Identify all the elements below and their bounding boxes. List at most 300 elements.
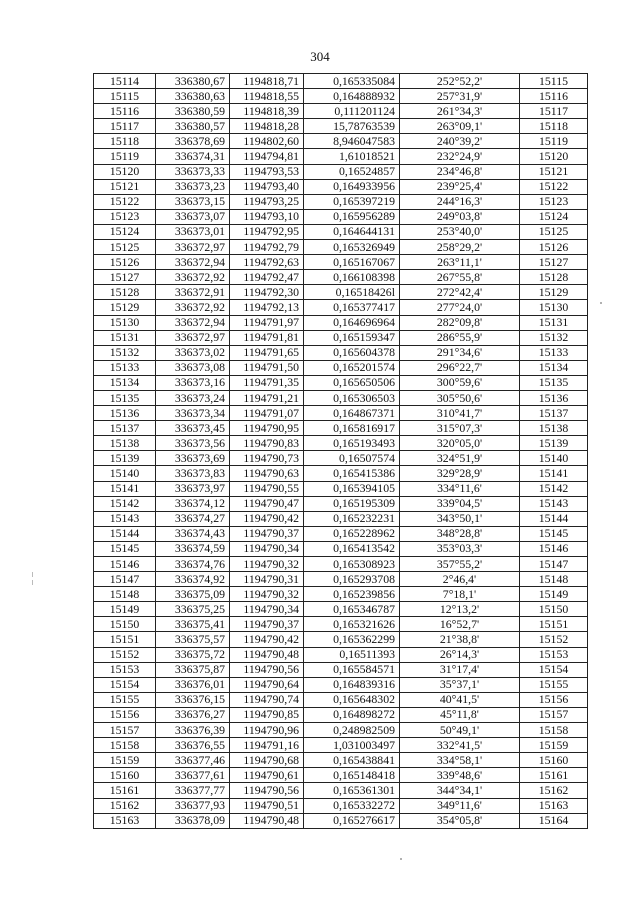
next-point-id-cell: 15137 xyxy=(520,406,588,421)
table-row xyxy=(94,798,588,813)
bearing-cell: 291°34,6' xyxy=(400,345,520,360)
distance-cell: 0,165377417 xyxy=(304,300,400,315)
x-coordinate-cell: 336375,09 xyxy=(156,587,230,602)
table-row xyxy=(94,300,588,315)
bearing-cell: 332°41,5' xyxy=(400,738,520,753)
bearing-cell: 31°17,4' xyxy=(400,662,520,677)
distance-cell: 0,165604378 xyxy=(304,345,400,360)
x-coordinate-cell: 336373,23 xyxy=(156,179,230,194)
x-coordinate-cell: 336376,27 xyxy=(156,707,230,722)
y-coordinate-cell: 1194790,74 xyxy=(230,692,304,707)
y-coordinate-cell: 1194791,97 xyxy=(230,315,304,330)
bearing-cell: 343°50,1' xyxy=(400,511,520,526)
x-coordinate-cell: 336373,34 xyxy=(156,406,230,421)
table-row xyxy=(94,632,588,647)
table-row xyxy=(94,677,588,692)
table-row xyxy=(94,617,588,632)
next-point-id-cell: 15140 xyxy=(520,451,588,466)
x-coordinate-cell: 336373,02 xyxy=(156,345,230,360)
next-point-id-cell: 15161 xyxy=(520,768,588,783)
point-id-cell: 15121 xyxy=(94,179,156,194)
point-id-cell: 15150 xyxy=(94,617,156,632)
x-coordinate-cell: 336372,91 xyxy=(156,285,230,300)
bearing-cell: 12°13,2' xyxy=(400,602,520,617)
y-coordinate-cell: 1194793,10 xyxy=(230,209,304,224)
table-row xyxy=(94,149,588,164)
next-point-id-cell: 15127 xyxy=(520,255,588,270)
next-point-id-cell: 15143 xyxy=(520,496,588,511)
table-row xyxy=(94,255,588,270)
distance-cell: 0,164888932 xyxy=(304,89,400,104)
next-point-id-cell: 15150 xyxy=(520,602,588,617)
distance-cell: 0,164933956 xyxy=(304,179,400,194)
x-coordinate-cell: 336375,87 xyxy=(156,662,230,677)
x-coordinate-cell: 336374,27 xyxy=(156,511,230,526)
point-id-cell: 15158 xyxy=(94,738,156,753)
x-coordinate-cell: 336380,63 xyxy=(156,89,230,104)
x-coordinate-cell: 336373,24 xyxy=(156,390,230,405)
distance-cell: 0,165228962 xyxy=(304,526,400,541)
point-id-cell: 15157 xyxy=(94,723,156,738)
y-coordinate-cell: 1194792,79 xyxy=(230,240,304,255)
y-coordinate-cell: 1194790,42 xyxy=(230,511,304,526)
y-coordinate-cell: 1194790,32 xyxy=(230,557,304,572)
x-coordinate-cell: 336374,76 xyxy=(156,557,230,572)
x-coordinate-cell: 336372,94 xyxy=(156,315,230,330)
next-point-id-cell: 15157 xyxy=(520,707,588,722)
bearing-cell: 277°24,0' xyxy=(400,300,520,315)
point-id-cell: 15115 xyxy=(94,89,156,104)
table-row xyxy=(94,451,588,466)
table-row xyxy=(94,104,588,119)
distance-cell: 0,165346787 xyxy=(304,602,400,617)
table-row xyxy=(94,723,588,738)
next-point-id-cell: 15154 xyxy=(520,662,588,677)
point-id-cell: 15126 xyxy=(94,255,156,270)
table-row xyxy=(94,119,588,134)
table-row xyxy=(94,375,588,390)
next-point-id-cell: 15118 xyxy=(520,119,588,134)
x-coordinate-cell: 336376,15 xyxy=(156,692,230,707)
table-row xyxy=(94,753,588,768)
table-row xyxy=(94,466,588,481)
bearing-cell: 357°55,2' xyxy=(400,557,520,572)
next-point-id-cell: 15136 xyxy=(520,390,588,405)
y-coordinate-cell: 1194790,63 xyxy=(230,466,304,481)
next-point-id-cell: 15125 xyxy=(520,224,588,239)
table-row xyxy=(94,587,588,602)
point-id-cell: 15144 xyxy=(94,526,156,541)
bearing-cell: 258°29,2' xyxy=(400,240,520,255)
y-coordinate-cell: 1194790,55 xyxy=(230,481,304,496)
distance-cell: 0,16524857 xyxy=(304,164,400,179)
table-row xyxy=(94,768,588,783)
point-id-cell: 15142 xyxy=(94,496,156,511)
next-point-id-cell: 15149 xyxy=(520,587,588,602)
next-point-id-cell: 15126 xyxy=(520,240,588,255)
bearing-cell: 315°07,3' xyxy=(400,421,520,436)
table-row xyxy=(94,330,588,345)
y-coordinate-cell: 1194790,48 xyxy=(230,813,304,828)
table-row xyxy=(94,164,588,179)
distance-cell: 0,165816917 xyxy=(304,421,400,436)
point-id-cell: 15122 xyxy=(94,194,156,209)
point-id-cell: 15148 xyxy=(94,587,156,602)
x-coordinate-cell: 336373,16 xyxy=(156,375,230,390)
bearing-cell: 40°41,5' xyxy=(400,692,520,707)
bearing-cell: 282°09,8' xyxy=(400,315,520,330)
distance-cell: 0,165148418 xyxy=(304,768,400,783)
table-row xyxy=(94,270,588,285)
point-id-cell: 15128 xyxy=(94,285,156,300)
x-coordinate-cell: 336372,94 xyxy=(156,255,230,270)
next-point-id-cell: 15162 xyxy=(520,783,588,798)
y-coordinate-cell: 1194790,34 xyxy=(230,541,304,556)
x-coordinate-cell: 336380,59 xyxy=(156,104,230,119)
distance-cell: 0,165159347 xyxy=(304,330,400,345)
point-id-cell: 15133 xyxy=(94,360,156,375)
y-coordinate-cell: 1194794,81 xyxy=(230,149,304,164)
distance-cell: 0,16511393 xyxy=(304,647,400,662)
x-coordinate-cell: 336375,25 xyxy=(156,602,230,617)
table-row xyxy=(94,707,588,722)
next-point-id-cell: 15146 xyxy=(520,541,588,556)
bearing-cell: 354°05,8' xyxy=(400,813,520,828)
distance-cell: 0,164696964 xyxy=(304,315,400,330)
bearing-cell: 334°58,1' xyxy=(400,753,520,768)
distance-cell: 0,165956289 xyxy=(304,209,400,224)
point-id-cell: 15118 xyxy=(94,134,156,149)
point-id-cell: 15154 xyxy=(94,677,156,692)
coordinates-table xyxy=(93,73,588,829)
bearing-cell: 2°46,4' xyxy=(400,572,520,587)
next-point-id-cell: 15120 xyxy=(520,149,588,164)
y-coordinate-cell: 1194790,95 xyxy=(230,421,304,436)
point-id-cell: 15130 xyxy=(94,315,156,330)
next-point-id-cell: 15124 xyxy=(520,209,588,224)
table-row xyxy=(94,209,588,224)
coordinates-table-body xyxy=(94,74,588,829)
x-coordinate-cell: 336373,08 xyxy=(156,360,230,375)
y-coordinate-cell: 1194791,21 xyxy=(230,390,304,405)
x-coordinate-cell: 336372,92 xyxy=(156,270,230,285)
distance-cell: 0,166108398 xyxy=(304,270,400,285)
x-coordinate-cell: 336376,01 xyxy=(156,677,230,692)
point-id-cell: 15129 xyxy=(94,300,156,315)
x-coordinate-cell: 336375,41 xyxy=(156,617,230,632)
point-id-cell: 15124 xyxy=(94,224,156,239)
x-coordinate-cell: 336374,92 xyxy=(156,572,230,587)
next-point-id-cell: 15153 xyxy=(520,647,588,662)
x-coordinate-cell: 336377,46 xyxy=(156,753,230,768)
next-point-id-cell: 15138 xyxy=(520,421,588,436)
y-coordinate-cell: 1194790,73 xyxy=(230,451,304,466)
point-id-cell: 15162 xyxy=(94,798,156,813)
x-coordinate-cell: 336373,15 xyxy=(156,194,230,209)
distance-cell: 0,165293708 xyxy=(304,572,400,587)
table-row xyxy=(94,436,588,451)
point-id-cell: 15131 xyxy=(94,330,156,345)
bearing-cell: 272°42,4' xyxy=(400,285,520,300)
x-coordinate-cell: 336373,07 xyxy=(156,209,230,224)
x-coordinate-cell: 336377,93 xyxy=(156,798,230,813)
bearing-cell: 257°31,9' xyxy=(400,89,520,104)
bearing-cell: 35°37,1' xyxy=(400,677,520,692)
distance-cell: 0,165648302 xyxy=(304,692,400,707)
bearing-cell: 339°04,5' xyxy=(400,496,520,511)
point-id-cell: 15145 xyxy=(94,541,156,556)
point-id-cell: 15127 xyxy=(94,270,156,285)
point-id-cell: 15136 xyxy=(94,406,156,421)
next-point-id-cell: 15128 xyxy=(520,270,588,285)
next-point-id-cell: 15135 xyxy=(520,375,588,390)
distance-cell: 0,165167067 xyxy=(304,255,400,270)
bearing-cell: 353°03,3' xyxy=(400,541,520,556)
distance-cell: 0,165415386 xyxy=(304,466,400,481)
bearing-cell: 26°14,3' xyxy=(400,647,520,662)
table-row xyxy=(94,240,588,255)
point-id-cell: 15152 xyxy=(94,647,156,662)
y-coordinate-cell: 1194802,60 xyxy=(230,134,304,149)
table-row xyxy=(94,179,588,194)
bearing-cell: 239°25,4' xyxy=(400,179,520,194)
y-coordinate-cell: 1194791,50 xyxy=(230,360,304,375)
next-point-id-cell: 15145 xyxy=(520,526,588,541)
bearing-cell: 296°22,7' xyxy=(400,360,520,375)
table-row xyxy=(94,496,588,511)
next-point-id-cell: 15159 xyxy=(520,738,588,753)
table-row xyxy=(94,541,588,556)
x-coordinate-cell: 336375,57 xyxy=(156,632,230,647)
bearing-cell: 286°55,9' xyxy=(400,330,520,345)
x-coordinate-cell: 336380,67 xyxy=(156,74,230,89)
distance-cell: 0,165362299 xyxy=(304,632,400,647)
point-id-cell: 15114 xyxy=(94,74,156,89)
bearing-cell: 300°59,6' xyxy=(400,375,520,390)
distance-cell: 0,165332272 xyxy=(304,798,400,813)
bearing-cell: 232°24,9' xyxy=(400,149,520,164)
bearing-cell: 263°11,1' xyxy=(400,255,520,270)
x-coordinate-cell: 336373,97 xyxy=(156,481,230,496)
next-point-id-cell: 15155 xyxy=(520,677,588,692)
next-point-id-cell: 15119 xyxy=(520,134,588,149)
table-row xyxy=(94,662,588,677)
table-row xyxy=(94,74,588,89)
bearing-cell: 344°34,1' xyxy=(400,783,520,798)
distance-cell: 0,165397219 xyxy=(304,194,400,209)
y-coordinate-cell: 1194790,37 xyxy=(230,617,304,632)
y-coordinate-cell: 1194791,07 xyxy=(230,406,304,421)
next-point-id-cell: 15116 xyxy=(520,89,588,104)
table-row xyxy=(94,647,588,662)
y-coordinate-cell: 1194791,65 xyxy=(230,345,304,360)
x-coordinate-cell: 336372,97 xyxy=(156,240,230,255)
scan-speck xyxy=(400,858,402,860)
y-coordinate-cell: 1194790,32 xyxy=(230,587,304,602)
point-id-cell: 15135 xyxy=(94,390,156,405)
point-id-cell: 15149 xyxy=(94,602,156,617)
table-row xyxy=(94,421,588,436)
bearing-cell: 348°28,8' xyxy=(400,526,520,541)
table-row xyxy=(94,134,588,149)
next-point-id-cell: 15148 xyxy=(520,572,588,587)
point-id-cell: 15159 xyxy=(94,753,156,768)
point-id-cell: 15151 xyxy=(94,632,156,647)
point-id-cell: 15139 xyxy=(94,451,156,466)
next-point-id-cell: 15122 xyxy=(520,179,588,194)
y-coordinate-cell: 1194792,13 xyxy=(230,300,304,315)
next-point-id-cell: 15123 xyxy=(520,194,588,209)
distance-cell: 0,165201574 xyxy=(304,360,400,375)
distance-cell: 0,165321626 xyxy=(304,617,400,632)
y-coordinate-cell: 1194791,16 xyxy=(230,738,304,753)
y-coordinate-cell: 1194790,51 xyxy=(230,798,304,813)
x-coordinate-cell: 336378,69 xyxy=(156,134,230,149)
next-point-id-cell: 15160 xyxy=(520,753,588,768)
table-row xyxy=(94,285,588,300)
bearing-cell: 21°38,8' xyxy=(400,632,520,647)
bearing-cell: 324°51,9' xyxy=(400,451,520,466)
y-coordinate-cell: 1194793,40 xyxy=(230,179,304,194)
point-id-cell: 15161 xyxy=(94,783,156,798)
point-id-cell: 15116 xyxy=(94,104,156,119)
x-coordinate-cell: 336372,92 xyxy=(156,300,230,315)
y-coordinate-cell: 1194818,71 xyxy=(230,74,304,89)
x-coordinate-cell: 336373,83 xyxy=(156,466,230,481)
table-row xyxy=(94,360,588,375)
x-coordinate-cell: 336374,43 xyxy=(156,526,230,541)
point-id-cell: 15123 xyxy=(94,209,156,224)
distance-cell: 0,164644131 xyxy=(304,224,400,239)
y-coordinate-cell: 1194790,48 xyxy=(230,647,304,662)
distance-cell: 0,164867371 xyxy=(304,406,400,421)
distance-cell: 15,78763539 xyxy=(304,119,400,134)
distance-cell: 0,164898272 xyxy=(304,707,400,722)
table-row xyxy=(94,738,588,753)
x-coordinate-cell: 336380,57 xyxy=(156,119,230,134)
x-coordinate-cell: 336373,33 xyxy=(156,164,230,179)
bearing-cell: 45°11,8' xyxy=(400,707,520,722)
point-id-cell: 15132 xyxy=(94,345,156,360)
next-point-id-cell: 15144 xyxy=(520,511,588,526)
y-coordinate-cell: 1194791,35 xyxy=(230,375,304,390)
y-coordinate-cell: 1194790,96 xyxy=(230,723,304,738)
distance-cell: 0,165650506 xyxy=(304,375,400,390)
table-row xyxy=(94,390,588,405)
y-coordinate-cell: 1194792,95 xyxy=(230,224,304,239)
scan-margin-mark xyxy=(32,580,33,585)
distance-cell: 0,165195309 xyxy=(304,496,400,511)
y-coordinate-cell: 1194818,28 xyxy=(230,119,304,134)
y-coordinate-cell: 1194792,63 xyxy=(230,255,304,270)
distance-cell: 0,165308923 xyxy=(304,557,400,572)
point-id-cell: 15119 xyxy=(94,149,156,164)
bearing-cell: 50°49,1' xyxy=(400,723,520,738)
y-coordinate-cell: 1194790,83 xyxy=(230,436,304,451)
point-id-cell: 15155 xyxy=(94,692,156,707)
x-coordinate-cell: 336372,97 xyxy=(156,330,230,345)
table-row xyxy=(94,89,588,104)
point-id-cell: 15153 xyxy=(94,662,156,677)
point-id-cell: 15138 xyxy=(94,436,156,451)
x-coordinate-cell: 336377,61 xyxy=(156,768,230,783)
point-id-cell: 15120 xyxy=(94,164,156,179)
next-point-id-cell: 15132 xyxy=(520,330,588,345)
next-point-id-cell: 15129 xyxy=(520,285,588,300)
bearing-cell: 234°46,8' xyxy=(400,164,520,179)
next-point-id-cell: 15134 xyxy=(520,360,588,375)
distance-cell: 8,946047583 xyxy=(304,134,400,149)
distance-cell: 0,111201124 xyxy=(304,104,400,119)
distance-cell: 0,165239856 xyxy=(304,587,400,602)
distance-cell: 0,165335084 xyxy=(304,74,400,89)
point-id-cell: 15141 xyxy=(94,481,156,496)
table-row xyxy=(94,224,588,239)
distance-cell: 0,165438841 xyxy=(304,753,400,768)
y-coordinate-cell: 1194790,31 xyxy=(230,572,304,587)
point-id-cell: 15143 xyxy=(94,511,156,526)
distance-cell: 0,248982509 xyxy=(304,723,400,738)
bearing-cell: 310°41,7' xyxy=(400,406,520,421)
y-coordinate-cell: 1194790,68 xyxy=(230,753,304,768)
y-coordinate-cell: 1194791,81 xyxy=(230,330,304,345)
table-row xyxy=(94,345,588,360)
table-row xyxy=(94,813,588,828)
bearing-cell: 253°40,0' xyxy=(400,224,520,239)
bearing-cell: 263°09,1' xyxy=(400,119,520,134)
next-point-id-cell: 15133 xyxy=(520,345,588,360)
x-coordinate-cell: 336374,31 xyxy=(156,149,230,164)
table-row xyxy=(94,194,588,209)
table-row xyxy=(94,783,588,798)
bearing-cell: 240°39,2' xyxy=(400,134,520,149)
bearing-cell: 261°34,3' xyxy=(400,104,520,119)
table-row xyxy=(94,406,588,421)
point-id-cell: 15140 xyxy=(94,466,156,481)
next-point-id-cell: 15147 xyxy=(520,557,588,572)
y-coordinate-cell: 1194790,42 xyxy=(230,632,304,647)
next-point-id-cell: 15117 xyxy=(520,104,588,119)
y-coordinate-cell: 1194792,47 xyxy=(230,270,304,285)
point-id-cell: 15163 xyxy=(94,813,156,828)
x-coordinate-cell: 336373,45 xyxy=(156,421,230,436)
bearing-cell: 320°05,0' xyxy=(400,436,520,451)
next-point-id-cell: 15115 xyxy=(520,74,588,89)
scan-speck xyxy=(600,302,602,304)
distance-cell: 0,165413542 xyxy=(304,541,400,556)
distance-cell: 0,165326949 xyxy=(304,240,400,255)
y-coordinate-cell: 1194790,64 xyxy=(230,677,304,692)
distance-cell: 0,165193493 xyxy=(304,436,400,451)
distance-cell: 0,165276617 xyxy=(304,813,400,828)
table-row xyxy=(94,602,588,617)
table-row xyxy=(94,481,588,496)
bearing-cell: 349°11,6' xyxy=(400,798,520,813)
distance-cell: 0,165584571 xyxy=(304,662,400,677)
point-id-cell: 15137 xyxy=(94,421,156,436)
bearing-cell: 267°55,8' xyxy=(400,270,520,285)
x-coordinate-cell: 336373,56 xyxy=(156,436,230,451)
point-id-cell: 15156 xyxy=(94,707,156,722)
next-point-id-cell: 15156 xyxy=(520,692,588,707)
y-coordinate-cell: 1194793,53 xyxy=(230,164,304,179)
scan-margin-mark xyxy=(32,572,33,577)
y-coordinate-cell: 1194790,34 xyxy=(230,602,304,617)
bearing-cell: 305°50,6' xyxy=(400,390,520,405)
bearing-cell: 249°03,8' xyxy=(400,209,520,224)
distance-cell: 1,61018521 xyxy=(304,149,400,164)
bearing-cell: 16°52,7' xyxy=(400,617,520,632)
